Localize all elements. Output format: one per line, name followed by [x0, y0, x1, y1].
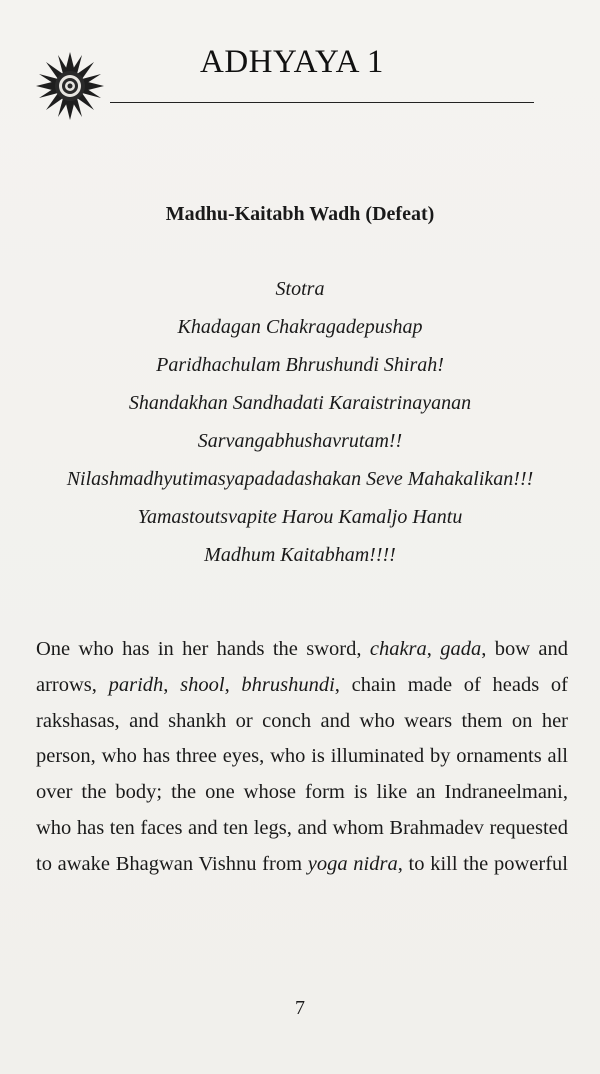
- verse-line: Nilashmadhyutimasyapadadashakan Seve Mahakalikan!!!: [66, 468, 534, 490]
- title-rule: [110, 102, 534, 103]
- body-text-segment: who has ten faces and ten legs, and whom Brahmadev requested: [36, 816, 568, 839]
- body-text-segment: ,: [224, 673, 242, 696]
- verse-line: Stotra: [275, 278, 325, 300]
- italic-term: paridh: [108, 673, 164, 696]
- body-line: [36, 739, 568, 775]
- verse-line: Paridhachulam Bhrushundi Shirah!: [156, 354, 444, 376]
- italic-term: chakra: [369, 638, 427, 660]
- body-text-segment: to awake Bhagwan Vishnu from: [36, 852, 308, 875]
- sun-ornament-icon: [34, 48, 106, 120]
- body-paragraph: [36, 632, 568, 883]
- body-text-segment: person, who has three eyes, who is illuminated by ornaments all: [36, 745, 568, 768]
- italic-term: yoga nidra: [307, 852, 398, 875]
- body-text-segment: One who has in her hands the sword,: [36, 638, 370, 660]
- verse-line: Khadagan Chakragadepushap: [177, 316, 423, 338]
- italic-term: shool: [180, 673, 225, 696]
- page-number: 7: [295, 997, 305, 1019]
- body-text-segment: rakshasas, and shankh or conch and who wears them on her: [36, 709, 568, 732]
- body-text-segment: , to kill the powerful: [397, 852, 568, 875]
- body-text-segment: arrows,: [36, 673, 109, 696]
- body-line: [36, 775, 568, 811]
- body-text-segment: ,: [163, 673, 181, 696]
- verse-line: Sarvangabhushavrutam!!: [197, 430, 403, 452]
- body-line: [36, 668, 568, 704]
- verse-line: Shandakhan Sandhadati Karaistrinayanan: [128, 392, 472, 414]
- verse-line: Yamastoutsvapite Harou Kamaljo Hantu: [137, 506, 463, 528]
- italic-term: gada: [440, 638, 482, 660]
- body-line: [36, 811, 568, 847]
- body-line: [36, 847, 568, 883]
- body-line: [36, 704, 568, 740]
- body-text-segment: over the body; the one whose form is like an Indraneelmani,: [36, 781, 568, 804]
- chapter-title: ADHYAYA 1: [200, 44, 384, 80]
- verse-block: [0, 270, 600, 574]
- body-text-segment: , bow and: [481, 638, 568, 660]
- body-text-segment: ,: [426, 638, 441, 660]
- chapter-subtitle: Madhu-Kaitabh Wadh (Defeat): [165, 203, 435, 225]
- italic-term: bhrushundi: [241, 673, 335, 696]
- verse-line: Madhum Kaitabham!!!!: [204, 544, 396, 566]
- body-text-segment: , chain made of heads of: [334, 673, 568, 696]
- body-line: [36, 632, 568, 668]
